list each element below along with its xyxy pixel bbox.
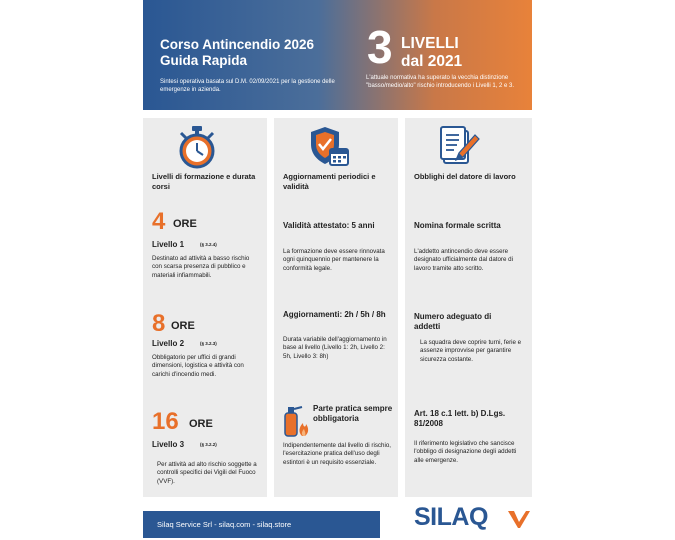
hours-unit: ORE	[173, 218, 197, 230]
hours-number: 8	[152, 310, 166, 337]
item-description: Indipendentemente dal livello di rischio, l'esercitazione pratica dell'uso degli estintori è un requisito essenziale.	[283, 442, 392, 466]
column-title: Obblighi del datore di lavoro	[414, 172, 516, 181]
column-title: Livelli di formazione e durata corsi	[152, 172, 256, 191]
silaq-logo: SILAQ	[414, 503, 488, 531]
page	[143, 0, 532, 540]
level-reference: (§ 3.2.4)	[200, 242, 217, 247]
column-title: Aggiornamenti periodici e validità	[283, 172, 376, 191]
hours-number: 16	[152, 408, 179, 435]
page-title	[160, 37, 360, 69]
level-description: Per attività ad alto rischio soggette a controlli specifici dei Vigili del Fuoco (VVF).	[157, 461, 257, 485]
item-description: Durata variabile dell'aggiornamento in base al livello (Livello 1: 2h, Livello 2: 5h, Livello 3: 8h)	[283, 336, 387, 360]
title-line-1: Corso Antincendio 2026	[160, 37, 315, 52]
item-heading: Art. 18 c.1 lett. b) D.Lgs. 81/2008	[414, 409, 506, 428]
item-description: L'addetto antincendio deve essere designato ufficialmente dal datore di lavoro tramite atto scritto.	[414, 248, 513, 272]
footer-text: Silaq Service Srl - silaq.com - silaq.store	[157, 520, 292, 529]
level-description: Destinato ad attività a basso rischio con scarsa presenza di pubblico e materiali infiammabili.	[152, 255, 250, 279]
stopwatch-icon	[177, 125, 217, 169]
header-subtitle: Sintesi operativa basata sul D.M. 02/09/2021 per la gestione delle emergenze in azienda.	[160, 79, 335, 93]
item-heading: Aggiornamenti: 2h / 5h / 8h	[283, 310, 386, 319]
fire-extinguisher-icon	[282, 404, 310, 438]
footer-bar	[143, 511, 380, 538]
level-label: Livello 2	[152, 339, 185, 348]
header-note: L'attuale normativa ha superato la vecchia distinzione "basso/medio/alto" rischio introducendo i Livelli 1, 2 e 3.	[366, 75, 515, 89]
hours-unit: ORE	[189, 418, 213, 430]
levels-heading	[401, 35, 462, 71]
levels-number: 3	[367, 21, 393, 73]
item-heading: Nomina formale scritta	[414, 221, 501, 230]
item-heading: Numero adeguato di addetti	[414, 312, 492, 331]
item-heading: Parte pratica sempre obbligatoria	[313, 404, 393, 423]
item-heading: Validità attestato: 5 anni	[283, 221, 375, 230]
item-description: La squadra deve coprire turni, ferie e assenze improvvise per garantire sicurezza costante.	[420, 339, 522, 363]
column-employer-obligations	[405, 118, 532, 497]
level-label: Livello 1	[152, 240, 185, 249]
header-banner	[143, 0, 532, 110]
item-description: Il riferimento legislativo che sancisce l'obbligo di designazione degli addetti alle emergenze.	[414, 440, 517, 464]
level-description: Obbligatorio per uffici di grandi dimensioni, logistica e attività con carichi d'incendio medi.	[152, 354, 244, 378]
hours-number: 4	[152, 208, 166, 235]
level-label: Livello 3	[152, 440, 185, 449]
level-reference: (§ 3.2.3)	[200, 341, 217, 346]
level-reference: (§ 3.2.2)	[200, 442, 217, 447]
levels-line-1: LIVELLI	[401, 35, 459, 52]
column-training-levels	[143, 118, 267, 497]
title-line-2: Guida Rapida	[160, 53, 248, 68]
item-description: La formazione deve essere rinnovata ogni quinquennio per mantenere la conformità legale.	[283, 248, 385, 272]
column-updates-validity	[274, 118, 398, 497]
levels-line-2: dal 2021	[401, 53, 463, 70]
hours-unit: ORE	[171, 320, 195, 332]
shield-calendar-icon	[308, 125, 350, 167]
logo-swoosh-icon	[508, 509, 530, 529]
document-pen-icon	[439, 125, 481, 167]
